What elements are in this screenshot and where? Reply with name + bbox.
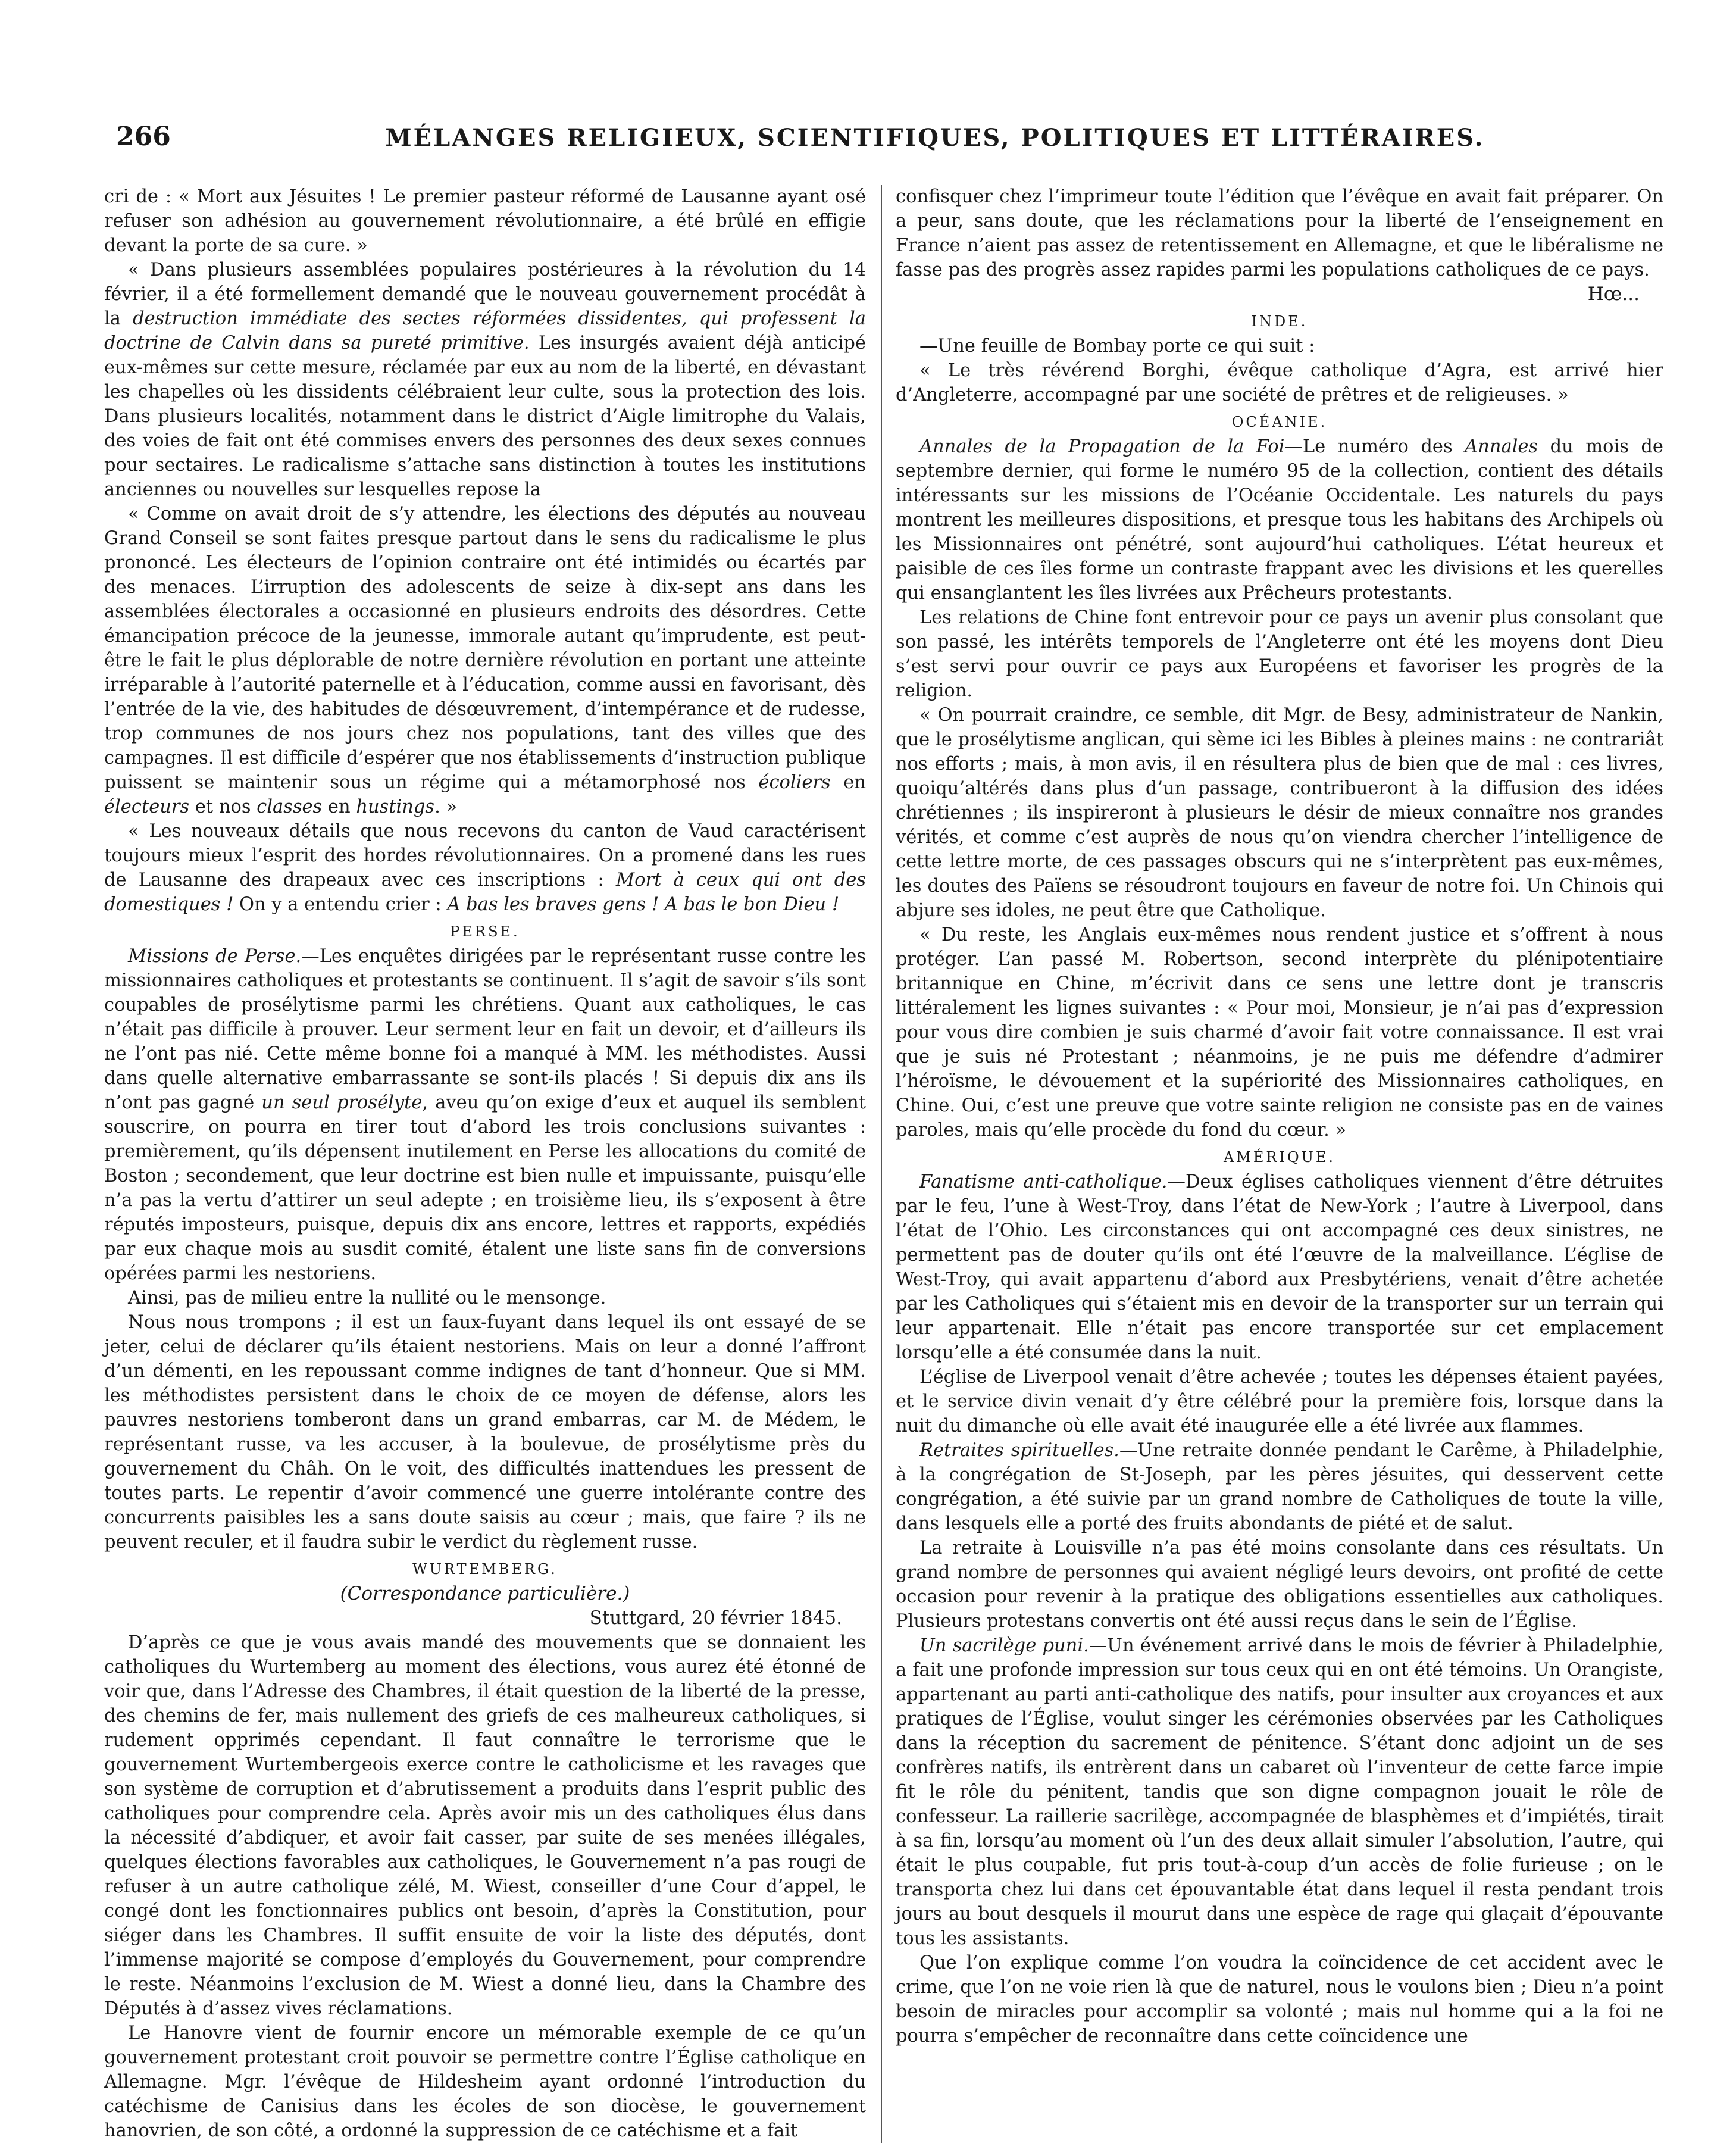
- column-divider: [881, 185, 882, 2143]
- paragraph: Fanatisme anti-catholique.—Deux églises catholiques viennent d’être détruites par le feu, l’une à West-Troy, dans l’état de New-York ; l’autre à Liverpool, dans l’état de l’Ohio. Les circonstances qui ont accompagné ces deux sinistres, ne permettent pas de douter qu’ils ont été l’œuvre de la malveillance. L’église de West-Troy, qui avait appartenu d’abord aux Presbytériens, venait d’être achetée par les Catholiques qui s’étaient mis en devoir de la transporter sur un terrain qui leur appartenait. Elle n’était pas encore transportée sur cet emplacement lorsqu’elle a été consumée dans la nuit.: [896, 1172, 1663, 1363]
- correspondence-subheading: (Correspondance particulière.): [340, 1583, 630, 1604]
- paragraph: D’après ce que je vous avais mandé des mouvements que se donnaient les catholiques du Wurtemberg au moment des élections, vous aurez été étonné de voir que, dans l’Adresse des Chambres, il était question de la liberté de la presse, des chemins de fer, mais nullement des griefs de ces malheureux catholiques, si rudement opprimés cependant. Il faut connaître le terrorisme que le gouvernement Wurtembergeois exerce contre le catholicisme et les ravages que son système de corruption et d’abrutissement a produits dans l’esprit public des catholiques pour comprendre cela. Après avoir mis un des catholiques élus dans la nécessité d’abdiquer, et avoir fait casser, par suite de ses menées illégales, quelques élections favorables aux catholiques, le Gouvernement n’a pas rougi de refuser à un autre catholique zélé, M. Wiest, conseiller d’une Cour d’appel, le congé dont les fonctionnaires publics ont besoin, d’après la Constitution, pour siéger dans les Chambres. Il suffit ensuite de voir la liste des députés, dont l’immense majorité se compose d’employés du Gouvernement, pour comprendre le reste. Néanmoins l’exclusion de M. Wiest a donné lieu, dans la Chambre des Députés à d’assez vives réclamations.: [104, 1632, 866, 2019]
- paragraph: Un sacrilège puni.—Un événement arrivé dans le mois de février à Philadelphie, a fait une profonde impression sur tous ceux qui en ont été témoins. Un Orangiste, appartenant au parti anti-catholique des natifs, pour insulter aux croyances et aux pratiques de l’Église, voulut singer les cérémonies observées par les Catholiques dans la réception du sacrement de pénitence. S’étant donc adjoint un de ses confrères natifs, ils entrèrent dans un cabaret où l’inventeur de cette farce impie fit le rôle du pénitent, tandis que son digne compagnon jouait le rôle de confesseur. La raillerie sacrilège, accompagnée de blasphèmes et d’impiétés, tirait à sa fin, lorsqu’au moment où l’un des deux allait simuler l’absolution, l’autre, qui était le plus coupable, fut pris tout-à-coup d’un accès de folie furieuse ; on le transporta chez lui dans cet épouvantable état dans lequel il resta pendant trois jours au bout desquels il mourut dans une espèce de rage qui glaçait d’épouvante tous les assistants.: [896, 1635, 1663, 1949]
- running-head: [104, 113, 1694, 161]
- paragraph: Les relations de Chine font entrevoir pour ce pays un avenir plus consolant que son passé, les intérêts temporels de l’Angleterre ont été les moyens dont Dieu s’est servi pour ouvrir ce pays aux Européens et favoriser les progrès de la religion.: [896, 607, 1663, 701]
- dateline: Stuttgard, 20 février 1845.: [589, 1607, 842, 1629]
- paragraph: Que l’on explique comme l’on voudra la coïncidence de cet accident avec le crime, que l’on ne voie rien là que de naturel, nous le voulons bien ; Dieu n’a point besoin de miracles pour accomplir sa volonté ; mais nul homme qui a la foi ne pourra s’empêcher de reconnaître dans cette coïncidence une: [896, 1953, 1663, 2047]
- signature: Hœ...: [1587, 283, 1640, 305]
- paragraph: « On pourrait craindre, ce semble, dit Mgr. de Besy, administrateur de Nankin, que le prosélytisme anglican, qui sème ici les Bibles à pleines mains : ne contrariât nos efforts ; mais, à mon avis, il en résultera plus de bien que de mal : ces livres, quoiqu’altérés dans plus d’un passage, contribueront à la diffusion des idées chrétiennes ; ils inspireront à plusieurs le désir de mieux connaître nos grandes vérités, et comme c’est auprès de nous qu’on viendra chercher l’intelligence de cette lettre morte, de ces passages obscurs qui ne s’interprètent pas eux-mêmes, les doutes des Païens se résoudront toujours en faveur de notre foi. Un Chinois qui abjure ses idoles, ne peut être que Catholique.: [896, 705, 1663, 921]
- section-heading-oceanie: OCÉANIE.: [1231, 414, 1328, 430]
- page-number: 266: [116, 121, 171, 152]
- paragraph: cri de : « Mort aux Jésuites ! Le premier pasteur réformé de Lausanne ayant osé refuser son adhésion au gouvernement révolutionnaire, a été brûlé en effigie devant la porte de sa cure. »: [104, 186, 866, 256]
- section-heading-wurtemberg: WURTEMBERG.: [412, 1561, 558, 1577]
- paragraph: La retraite à Louisville n’a pas été moins consolante dans ces résultats. Un grand nombre de personnes qui avaient négligé leurs devoirs, ont profité de cette occasion pour revenir à la pratique des obligations essentielles aux catholiques. Plusieurs protestans convertis ont été aussi reçus dans le sein de l’Église.: [896, 1538, 1663, 1632]
- paragraph: « Comme on avait droit de s’y attendre, les élections des députés au nouveau Grand Conseil se sont faites presque partout dans le sens du radicalisme le plus prononcé. Les électeurs de l’opinion contraire ont été intimidés ou écartés par des menaces. L’irruption des adolescents de seize à dix-sept ans dans les assemblées électorales a occasionné en plusieurs endroits des désordres. Cette émancipation précoce de la jeunesse, immorale autant qu’imprudente, est peut-être le fait le plus déplorable de notre dernière révolution en portant une atteinte irréparable à l’autorité paternelle et à l’éducation, comme aussi en favorisant, dès l’entrée de la vie, des habitudes de désœuvrement, d’intempérance et de rudesse, trop communes de nos jours chez nos populations, tant des villes que des campagnes. Il est difficile d’espérer que nos établissements d’instruction publique puissent se maintenir sous un régime qui a métamorphosé nos écoliers en électeurs et nos classes en hustings. »: [104, 504, 866, 817]
- section-heading-amerique: AMÉRIQUE.: [1223, 1149, 1336, 1166]
- paragraph: L’église de Liverpool venait d’être achevée ; toutes les dépenses étaient payées, et le service divin venait d’y être célébré pour la première fois, lorsque dans la nuit du dimanche où elle avait été inaugurée elle a été livrée aux flammes.: [896, 1367, 1663, 1436]
- paragraph: Retraites spirituelles.—Une retraite donnée pendant le Carême, à Philadelphie, à la congrégation de St-Joseph, par les pères jésuites, qui desservent cette congrégation, a été suivie par un grand nombre de Catholiques de toute la ville, dans lesquels elle a porté des fruits abondants de piété et de salut.: [896, 1440, 1663, 1534]
- running-title: MÉLANGES RELIGIEUX, SCIENTIFIQUES, POLITIQUES ET LITTÉRAIRES.: [385, 124, 1485, 152]
- left-column: [104, 185, 872, 2143]
- paragraph: Le Hanovre vient de fournir encore un mémorable exemple de ce qu’un gouvernement protestant croit pouvoir se permettre contre l’Église catholique en Allemagne. Mgr. l’évêque de Hildesheim ayant ordonné l’introduction du catéchisme de Canisius dans les écoles de son diocèse, le gouvernement hanovrien, de son côté, a ordonné la suppression de ce catéchisme et a fait: [104, 2023, 866, 2141]
- paragraph: « Dans plusieurs assemblées populaires postérieures à la révolution du 14 février, il a été formellement demandé que le nouveau gouvernement procédât à la destruction immédiate des sectes réformées dissidentes, qui professent la doctrine de Calvin dans sa pureté primitive. Les insurgés avaient déjà anticipé eux-mêmes sur cette mesure, réclamée par eux au nom de la liberté, en dévastant les chapelles où les dissidents célébraient leur culte, sous la protection des lois. Dans plusieurs localités, notamment dans le district d’Aigle limitrophe du Valais, des voies de fait ont été commises envers des personnes des deux sexes connues pour sectaires. Le radicalisme s’attache sans distinction à toutes les institutions anciennes ou nouvelles sur lesquelles repose la: [104, 260, 866, 500]
- paragraph: « Du reste, les Anglais eux-mêmes nous rendent justice et s’offrent à nous protéger. L’an passé M. Robertson, second interprète du plénipotentiaire britannique en Chine, m’écrivit dans ce sens une lettre dont je transcris littéralement les lignes suivantes : « Pour moi, Monsieur, je n’ai pas d’expression pour vous dire combien je suis charmé d’avoir fait votre connaissance. Il est vrai que je suis né Protestant ; néanmoins, je ne puis me défendre d’admirer l’héroïsme, le dévouement et la supériorité des Missionnaires catholiques, en Chine. Oui, c’est une preuve que votre sainte religion ne consiste pas en de vaines paroles, mais qu’elle procède du fond du cœur. »: [896, 924, 1663, 1141]
- section-heading-inde: INDE.: [1251, 313, 1308, 330]
- paragraph: —Une feuille de Bombay porte ce qui suit :: [919, 336, 1315, 357]
- text-columns: [104, 185, 1694, 2143]
- right-column: [896, 185, 1663, 2143]
- section-heading-perse: PERSE.: [450, 923, 520, 940]
- paragraph: Missions de Perse.—Les enquêtes dirigées par le représentant russe contre les missionnaires catholiques et protestants se continuent. Il s’agit de savoir s’ils sont coupables de prosélytisme parmi les chrétiens. Quant aux catholiques, le cas n’était pas difficile à prouver. Leur serment leur en fait un devoir, et d’ailleurs ils ne l’ont pas nié. Cette même bonne foi a manqué à MM. les méthodistes. Aussi dans quelle alternative embarrassante se sont-ils placés ! Si depuis dix ans ils n’ont pas gagné un seul prosélyte, aveu qu’on exige d’eux et auquel ils semblent souscrire, on pourra en tirer tout d’abord les trois conclusions suivantes : premièrement, qu’ils dépensent inutilement en Perse les allocations du comité de Boston ; secondement, que leur doctrine est bien nulle et impuissante, puisqu’elle n’a pas la vertu d’attirer un seul adepte ; en troisième lieu, ils s’exposent à être réputés imposteurs, puisque, depuis dix ans encore, lettres et rapports, expédiés par eux chaque mois au susdit comité, étalent une liste sans fin de conversions opérées parmi les nestoriens.: [104, 946, 867, 1284]
- paragraph: « Le très révérend Borghi, évêque catholique d’Agra, est arrivé hier d’Angleterre, accompagné par une société de prêtres et de religieuses. »: [896, 360, 1663, 405]
- paragraph: Nous nous trompons ; il est un faux-fuyant dans lequel ils ont essayé de se jeter, celui de déclarer qu’ils étaient nestoriens. Mais on leur a donné l’affront d’un démenti, en les repoussant comme indignes de tant d’honneur. Que si MM. les méthodistes persistent dans le choix de ce moyen de défense, alors les pauvres nestoriens tomberont dans un grand embarras, car M. de Médem, le représentant russe, va les accuser, à la boulevue, de prosélytisme près du gouvernement du Châh. On le voit, des difficultés inattendues les pressent de toutes parts. Le repentir d’avoir commencé une guerre intolérante contre des concurrents paisibles les a sans doute saisis au cœur ; mais, que faire ? ils ne peuvent reculer, et il faudra subir le verdict du règlement russe.: [104, 1312, 866, 1552]
- paragraph: Ainsi, pas de milieu entre la nullité ou le mensonge.: [128, 1288, 606, 1308]
- paragraph: « Les nouveaux détails que nous recevons du canton de Vaud caractérisent toujours mieux l’esprit des hordes révolutionnaires. On a promené dans les rues de Lausanne des drapeaux avec ces inscriptions : Mort à ceux qui ont des domestiques ! On y a entendu crier : A bas les braves gens ! A bas le bon Dieu !: [104, 821, 866, 915]
- paragraph: Annales de la Propagation de la Foi—Le numéro des Annales du mois de septembre dernier, qui forme le numéro 95 de la collection, contient des détails intéressants sur les missions de l’Océanie Occidentale. Les naturels du pays montrent les meilleures dispositions, et presque tous les habitans des Archipels où les Missionnaires ont pénétré, sont aujourd’hui catholiques. L’état heureux et paisible de ces îles forme un contraste frappant avec les divisions et les querelles qui ensanglantent les îles livrées aux Prêcheurs protestants.: [896, 436, 1663, 604]
- paragraph: confisquer chez l’imprimeur toute l’édition que l’évêque en avait fait préparer. On a peur, sans doute, que les réclamations pour la liberté de l’enseignement en France n’aient pas assez de retentissement en Allemagne, et que le libéralisme ne fasse pas des progrès assez rapides parmi les populations catholiques de ce pays.: [896, 186, 1663, 280]
